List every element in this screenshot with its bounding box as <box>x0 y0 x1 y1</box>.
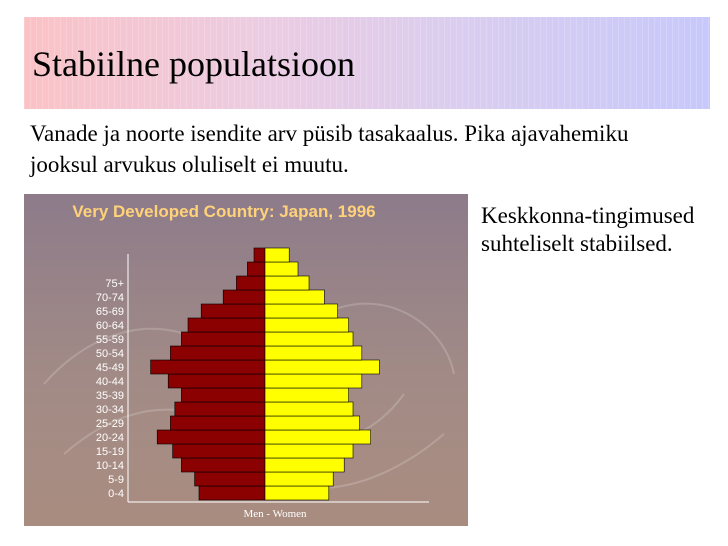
age-label: 60-64 <box>95 320 124 332</box>
bar-women <box>265 430 371 444</box>
age-label: 75+ <box>105 278 124 290</box>
pyramid-bars <box>151 248 380 500</box>
bar-men <box>168 374 265 388</box>
age-label: 70-74 <box>95 292 124 304</box>
bar-men <box>201 304 265 318</box>
bar-women <box>265 304 338 318</box>
bar-women <box>265 290 324 304</box>
bar-women <box>265 374 362 388</box>
bar-men <box>181 332 265 346</box>
bar-women <box>265 360 379 374</box>
age-label: 20-24 <box>95 432 124 444</box>
bar-women <box>265 332 353 346</box>
age-label: 35-39 <box>95 390 124 402</box>
bar-men <box>181 458 265 472</box>
bar-men <box>175 402 265 416</box>
bar-women <box>265 486 329 500</box>
chart-x-label: Men - Women <box>243 508 307 520</box>
age-label: 25-29 <box>95 418 124 430</box>
bar-men <box>157 430 265 444</box>
age-label: 55-59 <box>95 334 124 346</box>
bar-women <box>265 402 353 416</box>
age-label: 15-19 <box>95 446 124 458</box>
bar-men <box>151 360 265 374</box>
age-label: 40-44 <box>95 376 124 388</box>
bar-men <box>173 444 265 458</box>
population-pyramid-chart <box>24 194 468 526</box>
bar-men <box>170 416 265 430</box>
age-labels <box>96 278 124 500</box>
bar-women <box>265 276 309 290</box>
slide-title: Stabiilne populatsioon <box>32 44 355 84</box>
bar-women <box>265 346 362 360</box>
bar-men <box>188 318 265 332</box>
bar-women <box>265 248 289 262</box>
bar-men <box>247 262 265 276</box>
bar-men <box>199 486 265 500</box>
age-label: 30-34 <box>95 404 124 416</box>
age-label: 0-4 <box>108 488 124 500</box>
intro-paragraph: Vanade ja noorte isendite arv püsib tasakaalus. Pika ajavahemiku jooksul arvukus oluliselt ei muutu. <box>30 121 629 177</box>
bar-women <box>265 318 349 332</box>
bar-men <box>223 290 265 304</box>
bar-women <box>265 472 333 486</box>
bar-women <box>265 416 360 430</box>
bar-men <box>181 388 265 402</box>
chart-title: Very Developed Country: Japan, 1996 <box>72 202 376 221</box>
bar-men <box>236 276 265 290</box>
age-label: 50-54 <box>95 348 124 360</box>
side-text: Keskkonna-tingimused suhteliselt stabiilsed. <box>481 203 695 256</box>
bar-women <box>265 262 298 276</box>
bar-women <box>265 444 353 458</box>
pyramid-svg <box>24 194 468 526</box>
slide-title-bar <box>24 17 710 109</box>
bar-women <box>265 458 344 472</box>
age-label: 65-69 <box>95 306 124 318</box>
age-label: 10-14 <box>95 460 124 472</box>
bar-men <box>170 346 265 360</box>
bar-women <box>265 388 349 402</box>
bar-men <box>254 248 265 262</box>
age-label: 45-49 <box>95 362 124 374</box>
age-label: 5-9 <box>108 474 124 486</box>
bar-men <box>195 472 265 486</box>
